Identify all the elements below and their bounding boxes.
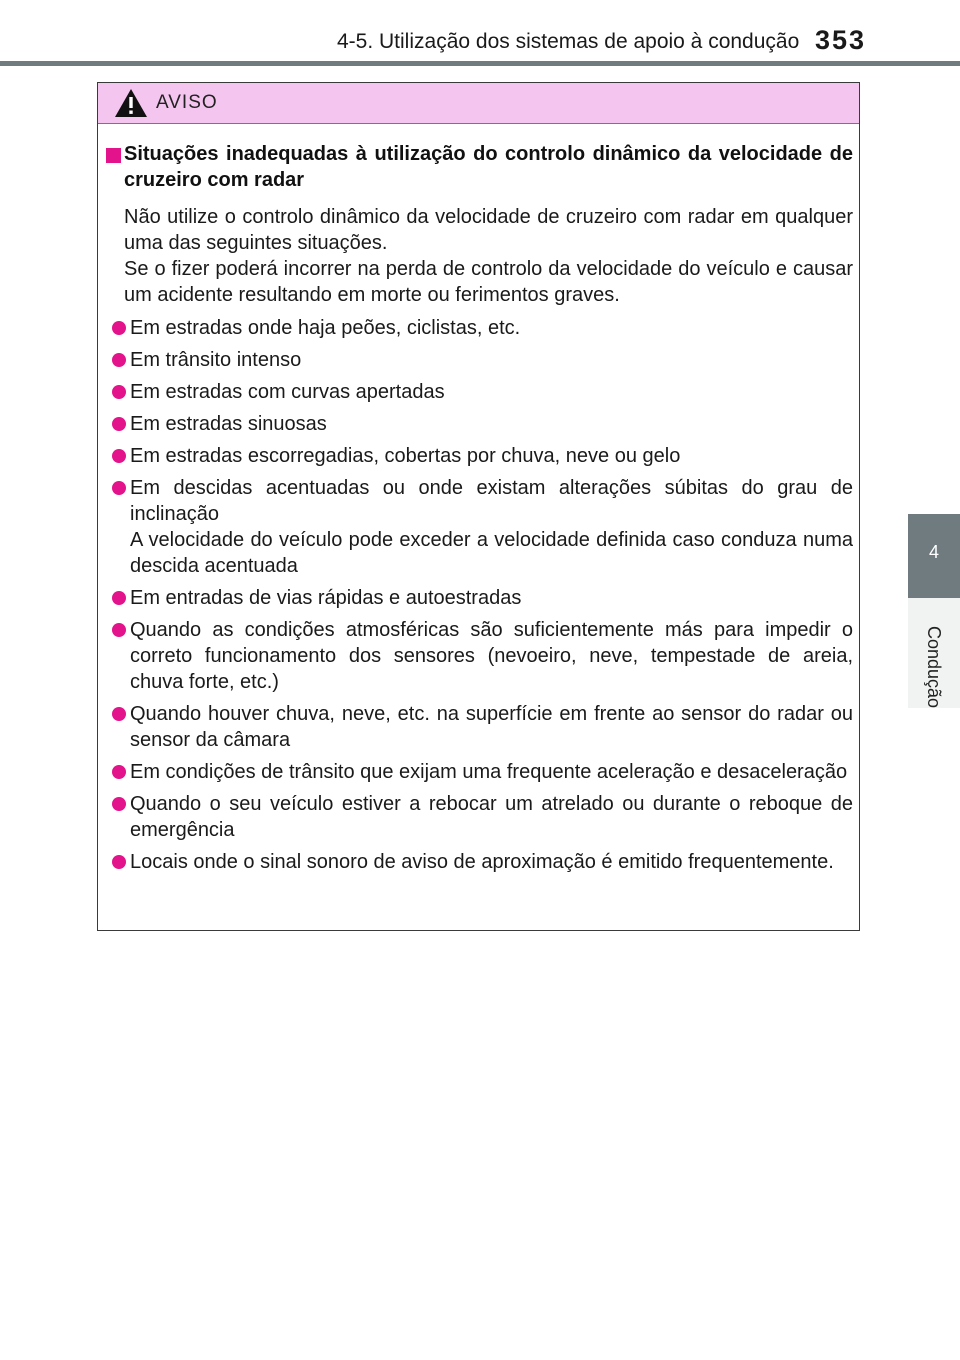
bullet-dot-icon xyxy=(112,707,126,721)
bullet-dot-icon xyxy=(112,353,126,367)
list-item xyxy=(112,443,853,469)
list-item-text: Locais onde o sinal sonoro de aviso de aproximação é emitido frequentemente. xyxy=(130,851,834,873)
bullet-dot-icon xyxy=(112,855,126,869)
chapter-tab[interactable] xyxy=(908,514,960,598)
list-item-text: Em estradas escorregadias, cobertas por chuva, neve ou gelo xyxy=(130,445,681,467)
intro-line: Se o fizer poderá incorrer na perda de controlo da velocidade do veículo e causar um acidente resultando em morte ou ferimentos graves. xyxy=(124,258,853,306)
warning-triangle-icon xyxy=(113,87,149,119)
bullet-dot-icon xyxy=(112,797,126,811)
list-item xyxy=(112,791,853,843)
list-item-text: Em descidas acentuadas ou onde existam alterações súbitas do grau de inclinação xyxy=(130,477,853,525)
bullet-dot-icon xyxy=(112,417,126,431)
page-number: 353 xyxy=(815,25,867,55)
list-item-text: Em estradas onde haja peões, ciclistas, etc. xyxy=(130,317,521,339)
list-item xyxy=(112,411,853,437)
list-item xyxy=(112,701,853,753)
bullet-dot-icon xyxy=(112,321,126,335)
bullet-dot-icon xyxy=(112,481,126,495)
bullet-dot-icon xyxy=(112,449,126,463)
list-item-text: Quando as condições atmosféricas são suficientemente más para impedir o correto funcionamento dos sensores (nevoeiro, neve, tempestade de areia, chuva forte, etc.) xyxy=(130,619,853,693)
list-item xyxy=(112,759,853,785)
list-item xyxy=(112,617,853,695)
warning-header xyxy=(98,83,859,124)
header-rule xyxy=(0,61,960,66)
square-bullet-icon xyxy=(106,148,121,163)
list-item xyxy=(112,585,853,611)
section-heading xyxy=(106,141,853,193)
bullet-dot-icon xyxy=(112,765,126,779)
list-item-text: Em estradas com curvas apertadas xyxy=(130,381,445,403)
list-item xyxy=(112,315,853,341)
list-item-text: Quando houver chuva, neve, etc. na superfície em frente ao sensor do radar ou sensor da câmara xyxy=(130,703,853,751)
situation-list xyxy=(98,315,859,875)
warning-box xyxy=(97,82,860,931)
list-item-text: Em entradas de vias rápidas e autoestradas xyxy=(130,587,522,609)
bullet-dot-icon xyxy=(112,623,126,637)
chapter-number: 4 xyxy=(928,542,939,562)
section-title: 4-5. Utilização dos sistemas de apoio à condução xyxy=(337,30,800,53)
list-item xyxy=(112,475,853,579)
warning-title: AVISO xyxy=(156,92,218,113)
list-item xyxy=(112,347,853,373)
chapter-label: Condução xyxy=(924,626,944,709)
list-item xyxy=(112,849,853,875)
bullet-dot-icon xyxy=(112,385,126,399)
list-item-text: Em trânsito intenso xyxy=(130,349,302,371)
list-item-text: Em condições de trânsito que exijam uma frequente aceleração e desaceleração xyxy=(130,761,848,783)
list-item-note: A velocidade do veículo pode exceder a velocidade definida caso conduza numa descida acentuada xyxy=(130,529,853,577)
intro-paragraph xyxy=(124,204,853,308)
list-item-text: Quando o seu veículo estiver a rebocar um atrelado ou durante o reboque de emergência xyxy=(130,793,853,841)
bullet-dot-icon xyxy=(112,591,126,605)
list-item-text: Em estradas sinuosas xyxy=(130,413,327,435)
intro-line: Não utilize o controlo dinâmico da velocidade de cruzeiro com radar em qualquer uma das seguintes situações. xyxy=(124,206,853,254)
section-heading-text: Situações inadequadas à utilização do controlo dinâmico da velocidade de cruzeiro com radar xyxy=(124,143,853,191)
list-item xyxy=(112,379,853,405)
warning-content xyxy=(98,141,859,881)
